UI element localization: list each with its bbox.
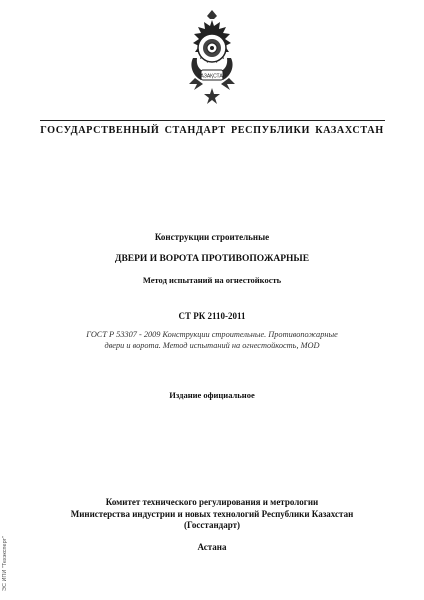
side-watermark-note: ЭС ИПИ "Техэксперт" (2, 535, 8, 591)
standard-header: ГОСУДАРСТВЕННЫЙ СТАНДАРТ РЕСПУБЛИКИ КАЗАХСТАН (40, 125, 384, 136)
publisher-block (0, 497, 424, 532)
publisher-line-2: Министерства индустрии и новых технологий Республики Казахстан (70, 508, 354, 519)
document-method: Метод испытаний на огнестойкость (142, 275, 282, 285)
document-subject: Конструкции строительные (154, 232, 270, 242)
gost-reference-line-1: ГОСТ Р 53307 - 2009 Конструкции строительные. Противопожарные (86, 330, 338, 339)
publisher-line-1: Комитет технического регулирования и метрологии (105, 497, 319, 507)
kazakhstan-state-emblem-icon (187, 10, 237, 104)
standard-designation: СТ РК 2110-2011 (178, 311, 246, 321)
gost-reference-line-2: двери и ворота. Метод испытаний на огнестойкость, MOD (104, 341, 320, 350)
header-rule (40, 120, 385, 121)
gost-reference (75, 329, 349, 351)
publication-city: Астана (197, 542, 227, 552)
publisher-line-3: (Госстандарт) (184, 520, 240, 530)
emblem-inscription: ҚАЗАҚСТАН (197, 73, 227, 80)
edition-label: Издание официальное (169, 390, 255, 400)
document-title: ДВЕРИ И ВОРОТА ПРОТИВОПОЖАРНЫЕ (114, 254, 310, 264)
